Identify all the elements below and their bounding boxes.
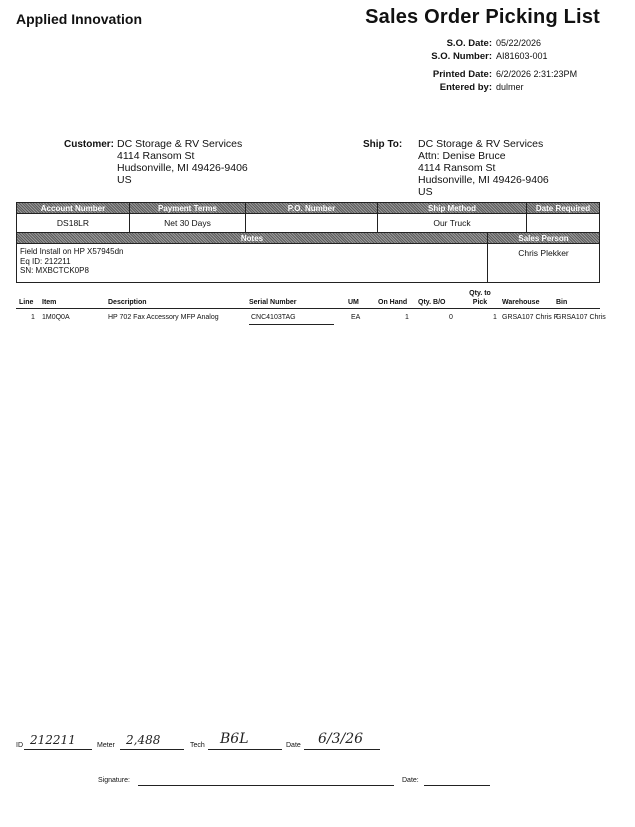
footer-date-line bbox=[424, 785, 490, 786]
customer-address bbox=[117, 138, 248, 186]
handwritten-id: 212211 bbox=[30, 733, 76, 747]
so-number-label: S.O. Number: bbox=[431, 51, 492, 62]
customer-line: DC Storage & RV Services bbox=[117, 138, 243, 150]
date-label: Date bbox=[286, 742, 301, 749]
row-qty-to-pick: 1 bbox=[493, 314, 497, 321]
so-date-label: S.O. Date: bbox=[446, 38, 492, 49]
col-qty-to-pick: Qty. to Pick bbox=[469, 290, 491, 306]
row-bin: GRSA107 Chris bbox=[556, 314, 606, 321]
tech-label: Tech bbox=[190, 742, 205, 749]
col-serial-number: Serial Number bbox=[249, 299, 297, 306]
row-line: 1 bbox=[31, 314, 35, 321]
handwritten-meter: 2,488 bbox=[126, 733, 161, 747]
notes-line: Field Install on HP X57945dn bbox=[20, 247, 124, 256]
row-warehouse: GRSA107 Chris F bbox=[502, 314, 559, 321]
col-bin: Bin bbox=[556, 299, 568, 306]
customer-line: Hudsonville, MI 49426-9406 bbox=[117, 162, 248, 174]
printed-date-row bbox=[400, 69, 577, 80]
so-number-row bbox=[400, 51, 548, 62]
footer-date-label: Date: bbox=[402, 777, 419, 784]
col-line: Line bbox=[19, 299, 34, 306]
document-title: Sales Order Picking List bbox=[365, 6, 600, 28]
customer-line: US bbox=[117, 174, 132, 186]
printed-date-label: Printed Date: bbox=[432, 69, 492, 80]
row-description: HP 702 Fax Accessory MFP Analog bbox=[108, 314, 219, 321]
ship-method-value: Our Truck bbox=[378, 214, 527, 232]
col-on-hand: On Hand bbox=[378, 299, 408, 306]
customer-label: Customer: bbox=[64, 139, 115, 150]
ship-to-line: 4114 Ransom St bbox=[418, 162, 496, 174]
id-label: ID bbox=[16, 742, 23, 749]
account-number-value: DS18LR bbox=[17, 214, 130, 232]
signature-line bbox=[138, 785, 394, 786]
row-um: EA bbox=[351, 314, 361, 321]
so-number-value: AI81603-001 bbox=[496, 51, 548, 61]
header-date-required: Date Required bbox=[527, 203, 599, 214]
entered-by-label: Entered by: bbox=[439, 82, 492, 93]
printed-date-value: 6/2/2026 2:31:23PM bbox=[496, 69, 578, 79]
header-payment-terms: Payment Terms bbox=[130, 203, 246, 214]
handwritten-tech: B6L bbox=[220, 731, 249, 747]
serial-underline bbox=[249, 324, 334, 325]
header-notes: Notes bbox=[17, 233, 488, 244]
header-account-number: Account Number bbox=[17, 203, 130, 214]
notes-line: Eq ID: 212211 bbox=[20, 256, 71, 266]
col-qty-bo: Qty. B/O bbox=[418, 299, 446, 306]
ship-to-line: Hudsonville, MI 49426-9406 bbox=[418, 174, 549, 186]
header-sales-person: Sales Person bbox=[488, 233, 599, 244]
notes-line: SN: MXBCTCK0P8 bbox=[20, 266, 89, 275]
customer-line: 4114 Ransom St bbox=[117, 150, 195, 162]
payment-terms-value: Net 30 Days bbox=[130, 214, 246, 232]
row-serial-number: CNC4103TAG bbox=[251, 314, 296, 321]
items-header-rule bbox=[16, 308, 600, 309]
col-um: UM bbox=[348, 299, 359, 306]
sales-person-value: Chris Plekker bbox=[518, 248, 569, 258]
signature-label: Signature: bbox=[98, 777, 130, 784]
handwritten-date: 6/3/26 bbox=[318, 731, 364, 747]
notes-text bbox=[17, 244, 488, 282]
so-date-value: 05/22/2026 bbox=[496, 38, 542, 48]
ship-to-address bbox=[418, 138, 549, 198]
col-item: Item bbox=[42, 299, 57, 306]
table-row bbox=[0, 314, 635, 328]
order-info-table bbox=[16, 202, 600, 283]
entered-by-row bbox=[400, 82, 524, 93]
date-required-value bbox=[527, 214, 599, 232]
entered-by-value: dulmer bbox=[496, 82, 524, 92]
col-warehouse: Warehouse bbox=[502, 299, 540, 306]
ship-to-line: US bbox=[418, 186, 433, 198]
row-item: 1M0Q0A bbox=[42, 314, 70, 321]
ship-to-line: Attn: Denise Bruce bbox=[418, 150, 506, 162]
row-qty-bo: 0 bbox=[449, 314, 453, 321]
header-ship-method: Ship Method bbox=[378, 203, 527, 214]
ship-to-label: Ship To: bbox=[363, 139, 403, 150]
ship-to-line: DC Storage & RV Services bbox=[418, 138, 544, 150]
so-date-row bbox=[400, 38, 541, 49]
meter-label: Meter bbox=[97, 742, 115, 749]
row-on-hand: 1 bbox=[405, 314, 409, 321]
po-number-value bbox=[246, 214, 378, 232]
header-po-number: P.O. Number bbox=[246, 203, 378, 214]
company-name: Applied Innovation bbox=[16, 11, 142, 27]
col-description: Description bbox=[108, 299, 147, 306]
